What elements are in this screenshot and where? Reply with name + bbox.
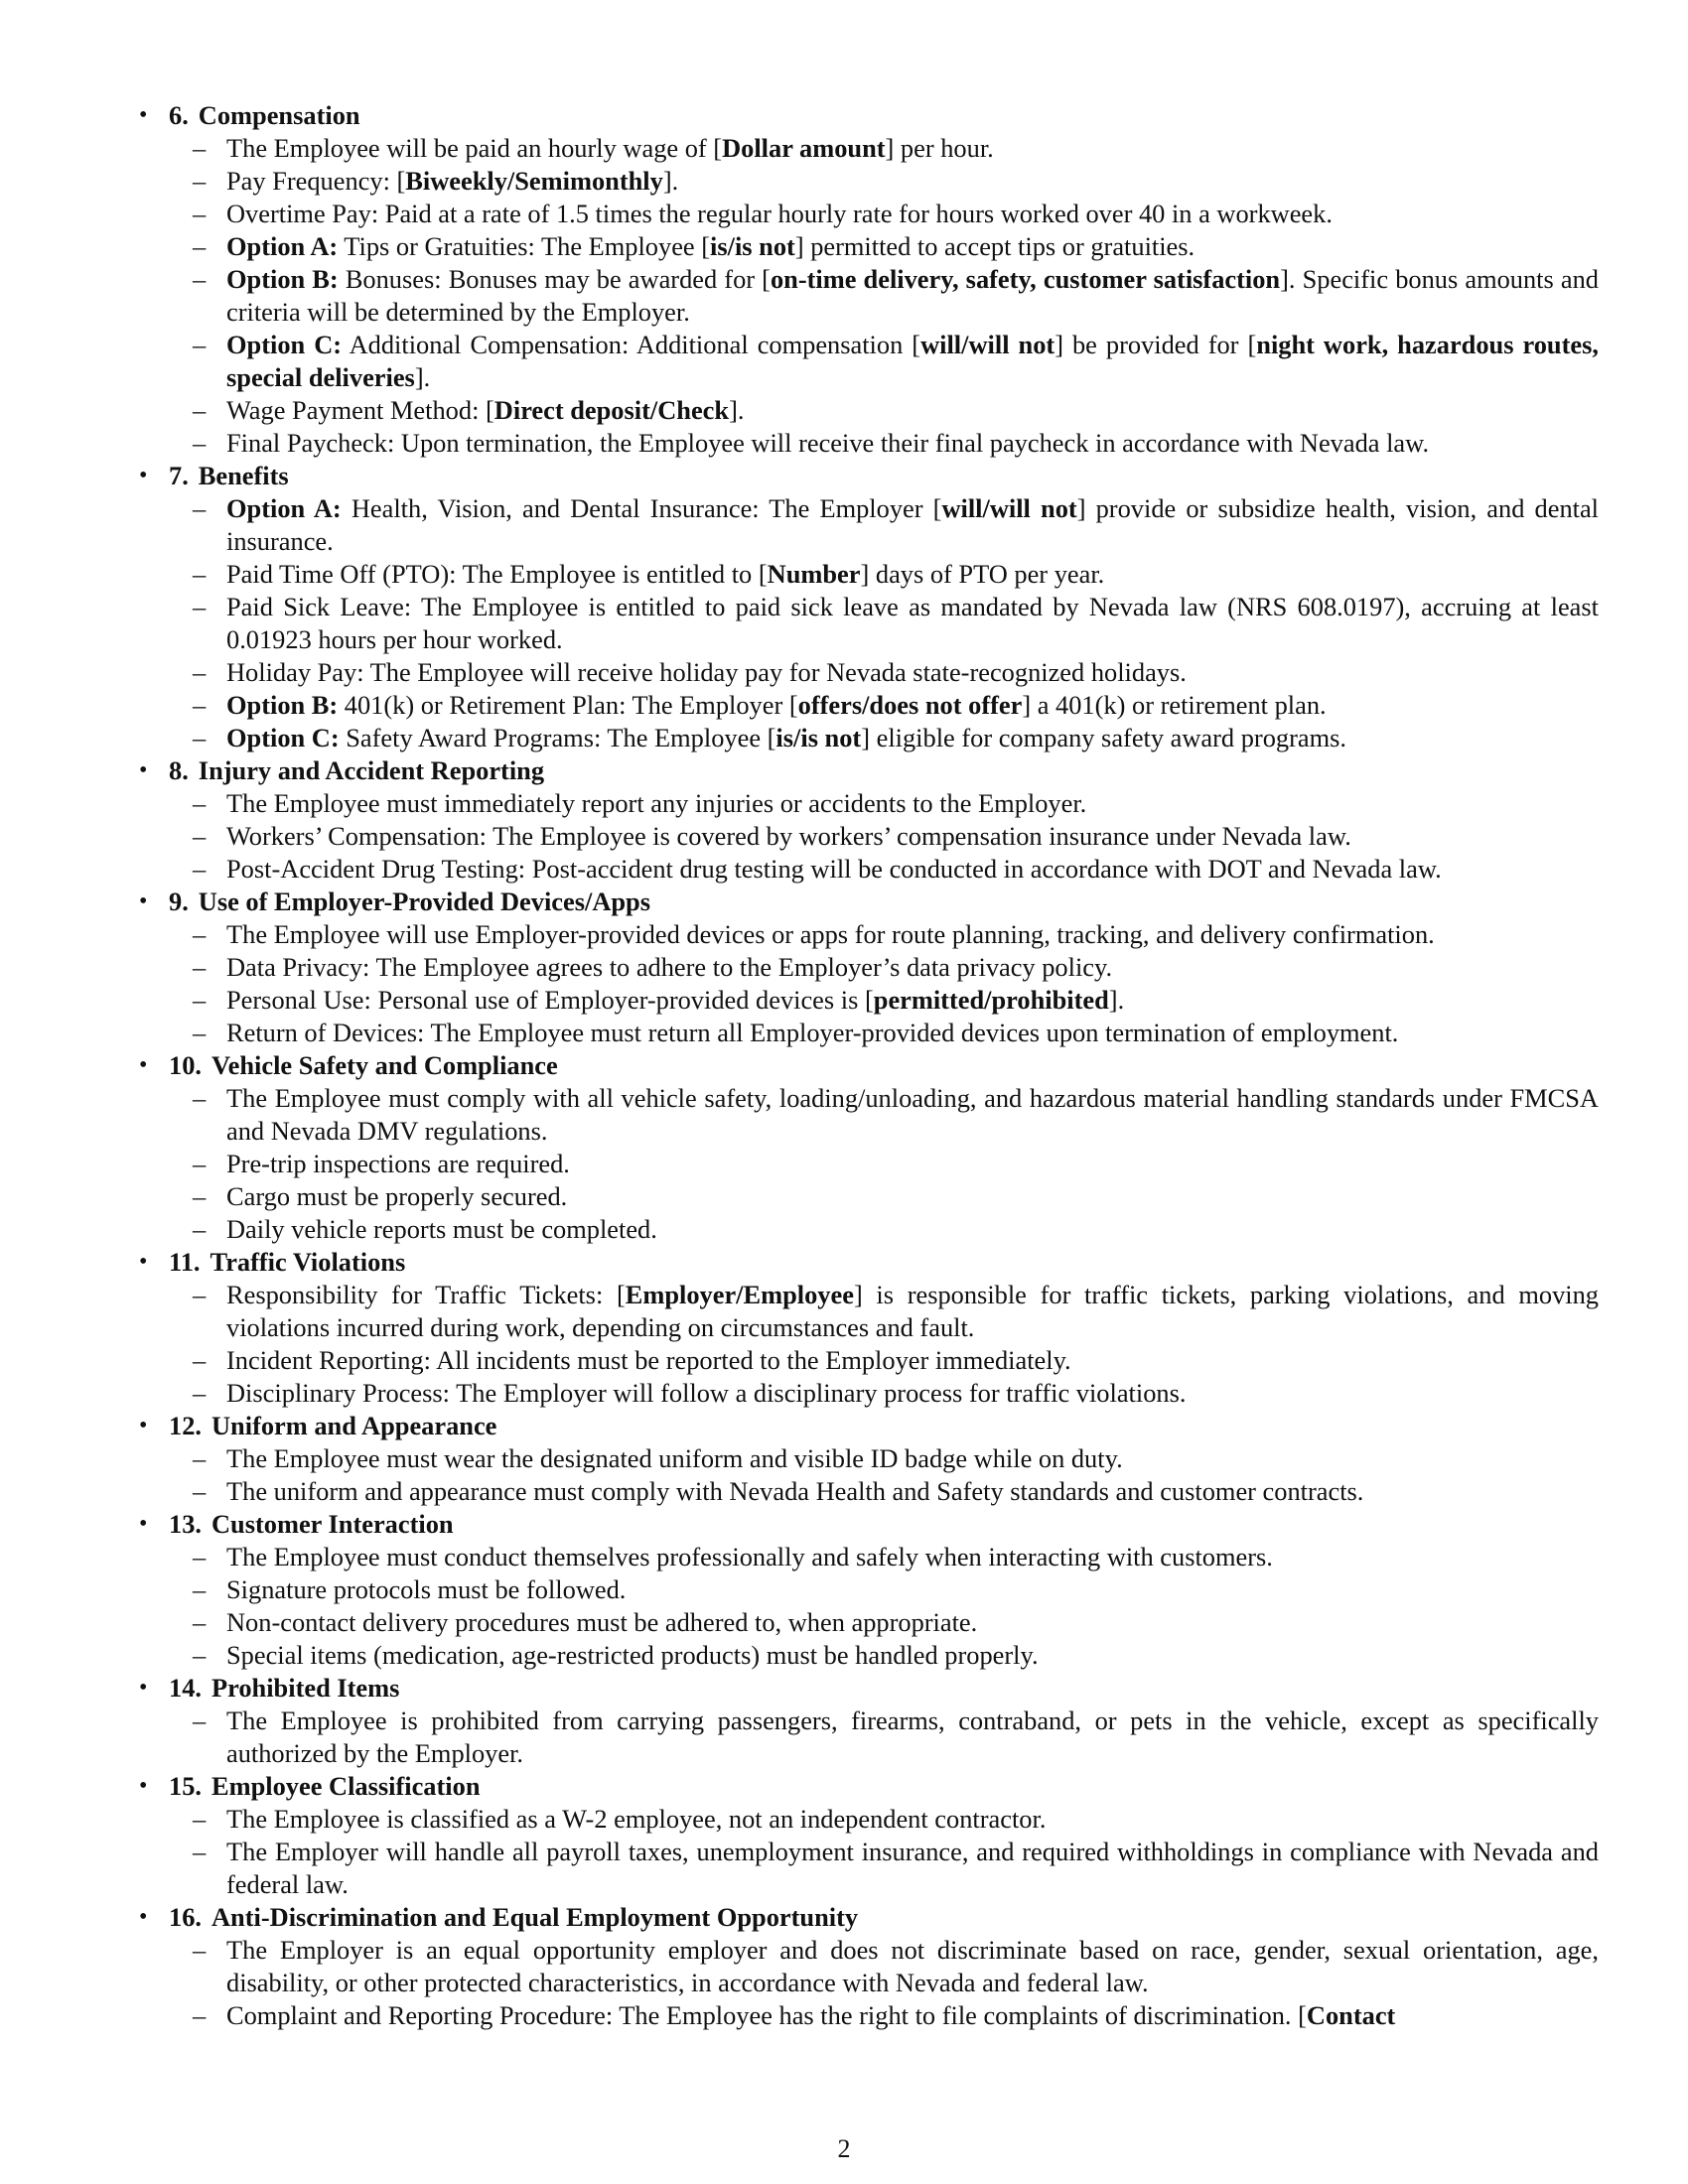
clause-item [226, 230, 1599, 263]
clause-text: Daily vehicle reports must be completed. [226, 1214, 657, 1244]
clause-list [169, 132, 1599, 460]
section-number: 15. [169, 1771, 202, 1801]
clause-text: Disciplinary Process: The Employer will follow a disciplinary process for traffic violations. [226, 1378, 1187, 1408]
clause-item [226, 1017, 1599, 1049]
clause-text: ] a 401(k) or retirement plan. [1022, 690, 1327, 720]
clause-text: Personal Use: Personal use of Employer-provided devices is [ [226, 985, 874, 1015]
clause-text: ]. [662, 166, 679, 196]
clause-text: Special items (medication, age-restricted products) must be handled properly. [226, 1640, 1039, 1670]
section-title: Customer Interaction [211, 1509, 454, 1539]
clause-text: Additional Compensation: Additional compensation [ [342, 330, 921, 359]
section-number: 12. [169, 1411, 202, 1440]
section-number: 13. [169, 1509, 202, 1539]
section-8 [133, 754, 1599, 886]
clause-item [226, 918, 1599, 951]
clause-item [226, 1573, 1599, 1606]
clause-placeholder-text: Option C: [226, 723, 340, 752]
clause-item [226, 951, 1599, 984]
section-title: Uniform and Appearance [211, 1411, 497, 1440]
clause-list [169, 492, 1599, 754]
clause-item [226, 263, 1599, 329]
clause-text: Post-Accident Drug Testing: Post-accident drug testing will be conducted in accordance with DOT and Nevada law. [226, 854, 1442, 884]
clause-text: ]. [414, 362, 431, 392]
clause-list [169, 1279, 1599, 1410]
clause-item [226, 198, 1599, 230]
section-15 [133, 1770, 1599, 1901]
clause-text: Pre-trip inspections are required. [226, 1149, 570, 1178]
section-heading [169, 99, 1599, 132]
clause-item [226, 1279, 1599, 1344]
clause-item [226, 1606, 1599, 1639]
clause-text: Incident Reporting: All incidents must be reported to the Employer immediately. [226, 1345, 1071, 1375]
clause-placeholder-text: Option B: [226, 690, 339, 720]
clause-list [169, 1541, 1599, 1672]
section-list [133, 99, 1599, 2032]
clause-item [226, 1836, 1599, 1901]
clause-text: ] eligible for company safety award programs. [861, 723, 1346, 752]
document-body [133, 99, 1599, 2032]
clause-text: ]. Specific bonus amounts and criteria will be determined by the Employer. [226, 264, 1599, 327]
clause-item [226, 1475, 1599, 1508]
clause-placeholder-text: Option A: [226, 231, 339, 261]
section-heading [169, 754, 1599, 787]
clause-list [169, 787, 1599, 886]
clause-text: 401(k) or Retirement Plan: The Employer [ [338, 690, 798, 720]
clause-placeholder-text: will/will not [941, 493, 1077, 523]
section-number: 10. [169, 1050, 202, 1080]
section-heading [169, 1049, 1599, 1082]
clause-text: Pay Frequency: [ [226, 166, 406, 196]
clause-item [226, 1541, 1599, 1573]
section-title: Benefits [198, 461, 289, 490]
clause-item [226, 820, 1599, 853]
clause-placeholder-text: Direct deposit/Check [493, 395, 730, 425]
clause-text: ] be provided for [ [1055, 330, 1257, 359]
section-9 [133, 886, 1599, 1049]
section-12 [133, 1410, 1599, 1508]
clause-item [226, 329, 1599, 394]
clause-list [169, 1082, 1599, 1246]
section-number: 9. [169, 887, 189, 916]
clause-text: ] provide or subsidize health, vision, and dental insurance. [226, 493, 1600, 556]
clause-item [226, 394, 1599, 427]
clause-text: The Employee must comply with all vehicle safety, loading/unloading, and hazardous material handling standards under FMCSA and Nevada DMV regulations. [226, 1083, 1599, 1146]
section-heading [169, 1410, 1599, 1442]
section-heading [169, 460, 1599, 492]
clause-text: ] days of PTO per year. [860, 559, 1105, 589]
section-title: Anti-Discrimination and Equal Employment Opportunity [211, 1902, 859, 1932]
clause-text: The Employee must conduct themselves professionally and safely when interacting with customers. [226, 1542, 1273, 1571]
clause-text: The Employee is classified as a W-2 employee, not an independent contractor. [226, 1804, 1047, 1834]
clause-list [169, 1705, 1599, 1770]
clause-placeholder-text: Option A: [226, 493, 342, 523]
clause-placeholder-text: on-time delivery, safety, customer satisfaction [770, 264, 1281, 294]
section-number: 6. [169, 100, 189, 130]
clause-text: The Employee will use Employer-provided devices or apps for route planning, tracking, and delivery confirmation. [226, 919, 1435, 949]
clause-placeholder-text: Dollar amount [722, 133, 886, 163]
clause-item [226, 656, 1599, 689]
clause-text: Data Privacy: The Employee agrees to adhere to the Employer’s data privacy policy. [226, 952, 1113, 982]
clause-text: Cargo must be properly secured. [226, 1181, 568, 1211]
clause-placeholder-text: offers/does not offer [797, 690, 1023, 720]
clause-text: The uniform and appearance must comply with Nevada Health and Safety standards and customer contracts. [226, 1476, 1364, 1506]
section-title: Vehicle Safety and Compliance [211, 1050, 558, 1080]
clause-text: Paid Time Off (PTO): The Employee is entitled to [ [226, 559, 768, 589]
section-number: 11. [169, 1247, 201, 1277]
clause-placeholder-text: permitted/prohibited [873, 985, 1109, 1015]
clause-item [226, 1934, 1599, 1999]
section-title: Use of Employer-Provided Devices/Apps [198, 887, 650, 916]
section-7 [133, 460, 1599, 754]
clause-placeholder-text: Option B: [226, 264, 339, 294]
clause-text: ]. [729, 395, 745, 425]
clause-placeholder-text: is/is not [775, 723, 862, 752]
section-13 [133, 1508, 1599, 1672]
clause-placeholder-text: is/is not [710, 231, 795, 261]
clause-item [226, 722, 1599, 754]
clause-text: Overtime Pay: Paid at a rate of 1.5 times the regular hourly rate for hours worked over 40 in a workweek. [226, 199, 1333, 228]
section-title: Prohibited Items [211, 1673, 400, 1703]
clause-placeholder-text: Option C: [226, 330, 343, 359]
clause-item [226, 558, 1599, 591]
clause-item [226, 1803, 1599, 1836]
section-14 [133, 1672, 1599, 1770]
clause-text: The Employee is prohibited from carrying passengers, firearms, contraband, or pets in the vehicle, except as specifically authorized by the Employer. [226, 1706, 1599, 1768]
clause-text: ] per hour. [885, 133, 994, 163]
clause-text: Holiday Pay: The Employee will receive holiday pay for Nevada state-recognized holidays. [226, 657, 1187, 687]
clause-item [226, 1344, 1599, 1377]
clause-item [226, 1082, 1599, 1148]
clause-text: ] permitted to accept tips or gratuities. [794, 231, 1196, 261]
section-11 [133, 1246, 1599, 1410]
clause-text: Workers’ Compensation: The Employee is covered by workers’ compensation insurance under Nevada law. [226, 821, 1351, 851]
clause-item [226, 591, 1599, 656]
section-heading [169, 1672, 1599, 1705]
clause-text: The Employee must wear the designated uniform and visible ID badge while on duty. [226, 1443, 1123, 1473]
clause-text: ] is responsible for traffic tickets, parking violations, and moving violations incurred during work, depending on circumstances and fault. [226, 1280, 1599, 1342]
clause-text: Health, Vision, and Dental Insurance: The Employer [ [341, 493, 942, 523]
clause-item [226, 1180, 1599, 1213]
clause-item [226, 165, 1599, 198]
section-10 [133, 1049, 1599, 1246]
section-heading [169, 1246, 1599, 1279]
clause-text: Bonuses: Bonuses may be awarded for [ [338, 264, 771, 294]
clause-text: The Employer will handle all payroll taxes, unemployment insurance, and required withholdings in compliance with Nevada and federal law. [226, 1837, 1599, 1899]
clause-text: The Employee will be paid an hourly wage of [ [226, 133, 723, 163]
clause-text: Paid Sick Leave: The Employee is entitled to paid sick leave as mandated by Nevada law (NRS 608.0197), accruing at least 0.01923 hours per hour worked. [226, 592, 1599, 654]
section-title: Employee Classification [211, 1771, 481, 1801]
clause-item [226, 984, 1599, 1017]
clause-text: Tips or Gratuities: The Employee [ [338, 231, 711, 261]
clause-text: Non-contact delivery procedures must be adhered to, when appropriate. [226, 1607, 978, 1637]
clause-list [169, 1803, 1599, 1901]
section-6 [133, 99, 1599, 460]
clause-item [226, 1213, 1599, 1246]
clause-item [226, 1999, 1599, 2032]
clause-item [226, 132, 1599, 165]
clause-text: Signature protocols must be followed. [226, 1574, 627, 1604]
clause-placeholder-text: Contact [1306, 2000, 1396, 2030]
section-title: Injury and Accident Reporting [198, 755, 545, 785]
clause-item [226, 1377, 1599, 1410]
clause-text: Final Paycheck: Upon termination, the Employee will receive their final paycheck in accordance with Nevada law. [226, 428, 1430, 458]
section-number: 7. [169, 461, 189, 490]
clause-text: Return of Devices: The Employee must return all Employer-provided devices upon termination of employment. [226, 1018, 1399, 1047]
section-number: 8. [169, 755, 189, 785]
clause-item [226, 689, 1599, 722]
clause-text: Wage Payment Method: [ [226, 395, 494, 425]
clause-placeholder-text: Biweekly/Semimonthly [405, 166, 663, 196]
clause-list [169, 1934, 1599, 2032]
section-16 [133, 1901, 1599, 2032]
section-number: 16. [169, 1902, 202, 1932]
clause-item [226, 492, 1599, 558]
section-heading [169, 1770, 1599, 1803]
section-heading [169, 1508, 1599, 1541]
clause-item [226, 853, 1599, 886]
section-title: Compensation [198, 100, 360, 130]
clause-placeholder-text: will/will not [920, 330, 1055, 359]
page-number: 2 [837, 2134, 851, 2163]
clause-text: The Employee must immediately report any injuries or accidents to the Employer. [226, 788, 1087, 818]
clause-placeholder-text: Employer/Employee [625, 1280, 854, 1309]
clause-item [226, 1148, 1599, 1180]
section-heading [169, 1901, 1599, 1934]
clause-item [226, 1639, 1599, 1672]
clause-text: Complaint and Reporting Procedure: The Employee has the right to file complaints of discrimination. [ [226, 2000, 1307, 2030]
clause-item [226, 427, 1599, 460]
clause-text: ]. [1108, 985, 1125, 1015]
section-number: 14. [169, 1673, 202, 1703]
clause-list [169, 1442, 1599, 1508]
clause-item [226, 1705, 1599, 1770]
clause-placeholder-text: Number [767, 559, 861, 589]
section-title: Traffic Violations [210, 1247, 406, 1277]
clause-list [169, 918, 1599, 1049]
section-heading [169, 886, 1599, 918]
clause-text: The Employer is an equal opportunity employer and does not discriminate based on race, gender, sexual orientation, age, disability, or other protected characteristics, in accordance with Nevada and federal law. [226, 1935, 1599, 1997]
clause-item [226, 787, 1599, 820]
clause-item [226, 1442, 1599, 1475]
clause-text: Responsibility for Traffic Tickets: [ [226, 1280, 626, 1309]
clause-text: Safety Award Programs: The Employee [ [339, 723, 776, 752]
clause-placeholder-text: night work, hazardous routes, special deliveries [226, 330, 1599, 392]
